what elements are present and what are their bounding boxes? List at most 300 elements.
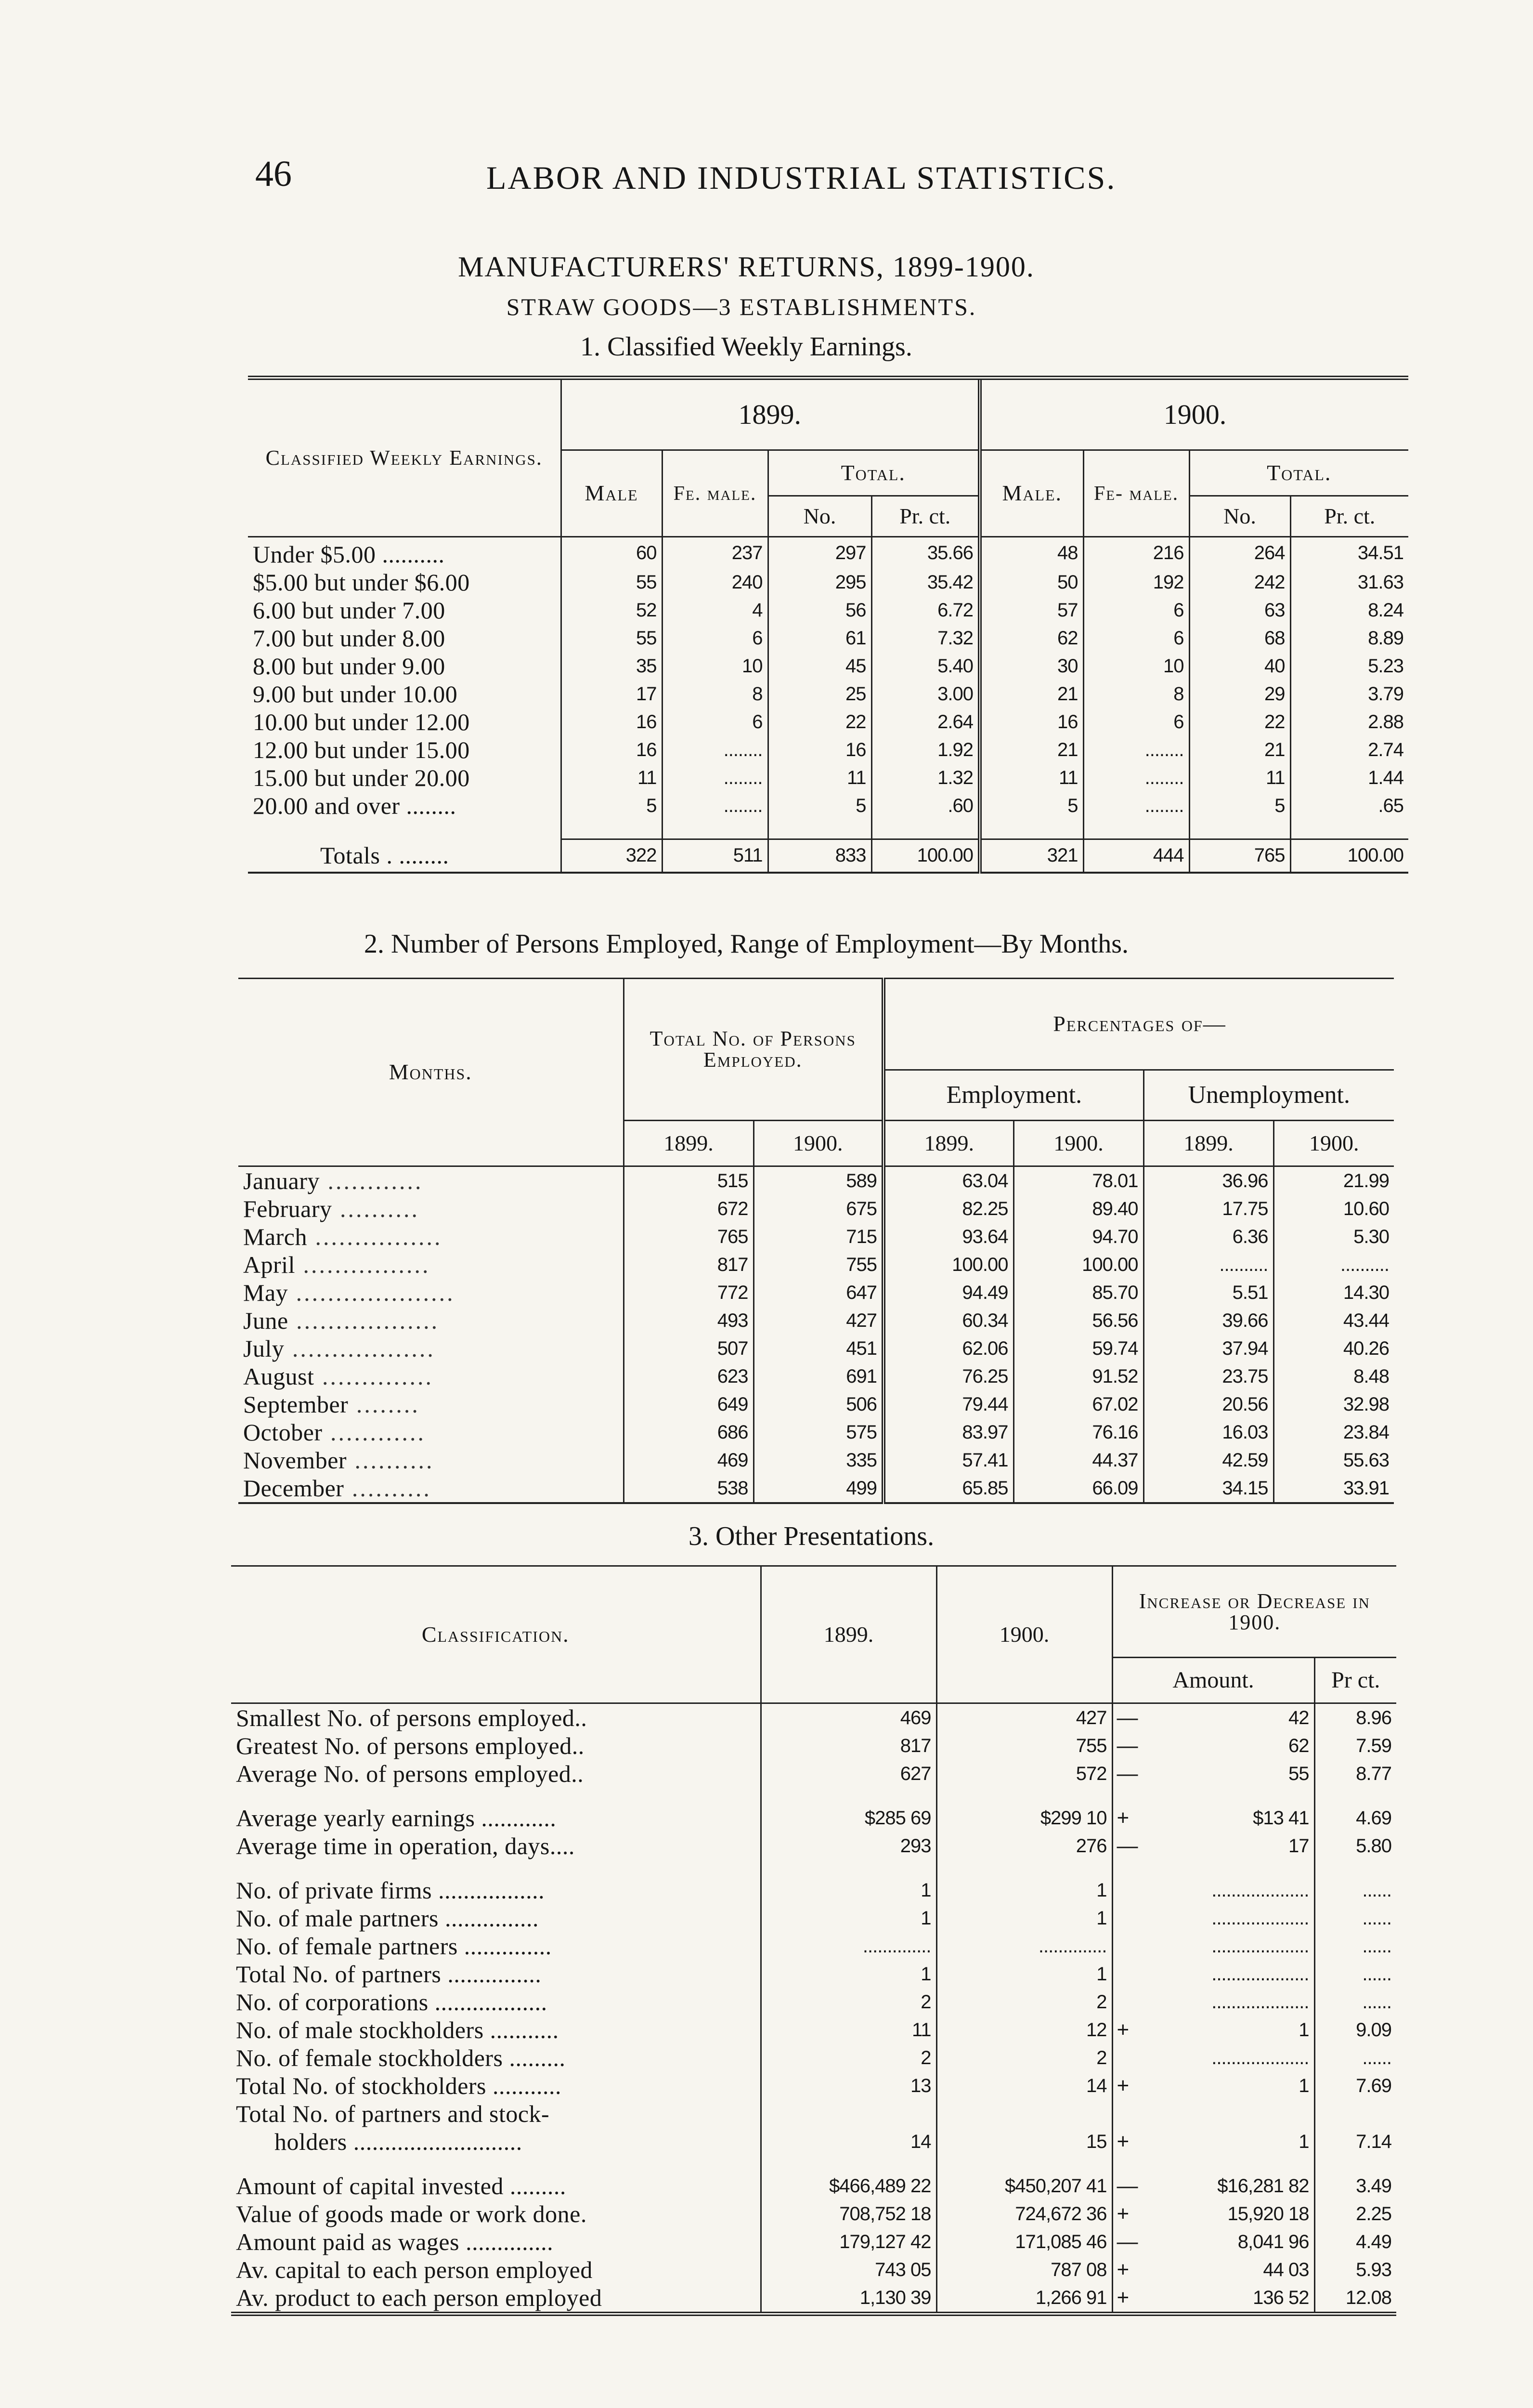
cell-1899: $285 69 <box>761 1804 936 1832</box>
cell-m99: 11 <box>561 764 662 792</box>
cell-p00: 5.23 <box>1290 652 1408 680</box>
col-male-1900: Male. <box>980 450 1083 537</box>
cell-n99: 11 <box>768 764 871 792</box>
table-row <box>231 2044 1396 2072</box>
total-m00: 321 <box>980 839 1083 873</box>
cell-e99: 62.06 <box>883 1335 1013 1362</box>
cell-1899: 1 <box>761 1876 936 1904</box>
cell-t99: 649 <box>624 1390 754 1418</box>
cell-e00: 89.40 <box>1013 1195 1143 1223</box>
cell-amount: 8,041 96 <box>1237 2231 1309 2252</box>
cell-prct: ...... <box>1314 1960 1396 1988</box>
cell-u00: .......... <box>1273 1251 1394 1279</box>
table-row <box>231 1760 1396 1788</box>
cell-prct: ...... <box>1314 2044 1396 2072</box>
earnings-class-label: 15.00 but under 20.00 <box>253 764 470 791</box>
cell-1900: $450,207 41 <box>936 2172 1112 2200</box>
cell-t00: 675 <box>754 1195 883 1223</box>
cell-prct: 2.25 <box>1314 2200 1396 2228</box>
cell-prct: 3.49 <box>1314 2172 1396 2200</box>
cell-prct: 7.14 <box>1314 2128 1396 2156</box>
earnings-class-label: 9.00 but under 10.00 <box>253 681 458 707</box>
classification-label: Smallest No. of persons employed.. <box>236 1704 587 1731</box>
cell-amount: 1 <box>1299 2019 1309 2041</box>
cell-1900: 15 <box>936 2128 1112 2156</box>
table-row <box>238 1166 1394 1195</box>
cell-prct: 8.77 <box>1314 1760 1396 1788</box>
table-row <box>248 568 1408 596</box>
cell-amount: 1 <box>1299 2131 1309 2152</box>
cell-prct: 4.49 <box>1314 2228 1396 2256</box>
cell-prct: 12.08 <box>1314 2284 1396 2314</box>
cell-1900: 1,266 91 <box>936 2284 1112 2314</box>
cell-t99: 493 <box>624 1307 754 1335</box>
month-label: July .................. <box>243 1335 435 1362</box>
cell-p99: 3.00 <box>871 680 980 708</box>
cell-u99: 36.96 <box>1143 1166 1273 1195</box>
cell-t00: 335 <box>754 1446 883 1474</box>
table-row <box>231 1703 1396 1732</box>
other-presentations-table <box>231 1565 1396 2316</box>
cell-sign: + <box>1112 1804 1141 1832</box>
cell-amount: .................... <box>1211 1963 1309 1985</box>
cell-e99: 65.85 <box>883 1474 1013 1503</box>
cell-t99: 469 <box>624 1446 754 1474</box>
table-row <box>248 792 1408 820</box>
cell-f00: ........ <box>1083 792 1189 820</box>
cell-1900: .............. <box>936 1932 1112 1960</box>
classification-label: No. of female stockholders ......... <box>236 2044 566 2071</box>
month-label: January ............ <box>243 1167 423 1194</box>
cell-e99: 60.34 <box>883 1307 1013 1335</box>
cell-prct: 4.69 <box>1314 1804 1396 1832</box>
running-head: LABOR AND INDUSTRIAL STATISTICS. <box>486 159 1117 196</box>
cell-amount: .................... <box>1211 1991 1309 2013</box>
cell-p99: 2.64 <box>871 708 980 736</box>
cell-e99: 94.49 <box>883 1279 1013 1307</box>
total-n99: 833 <box>768 839 871 873</box>
cell-t00: 427 <box>754 1307 883 1335</box>
cell-e00: 78.01 <box>1013 1166 1143 1195</box>
cell-1899: 2 <box>761 2044 936 2072</box>
cell-f00: 10 <box>1083 652 1189 680</box>
month-label: November .......... <box>243 1447 434 1474</box>
cell-1899: 469 <box>761 1703 936 1732</box>
cell-n00: 5 <box>1189 792 1290 820</box>
cell-1899: 1 <box>761 1960 936 1988</box>
cell-sign: + <box>1112 2128 1141 2156</box>
cell-1899: 743 05 <box>761 2256 936 2284</box>
cell-prct: ...... <box>1314 1932 1396 1960</box>
cell-1900 <box>936 2100 1112 2128</box>
cell-f00: ........ <box>1083 764 1189 792</box>
cell-prct: 5.93 <box>1314 2256 1396 2284</box>
cell-t99: 507 <box>624 1335 754 1362</box>
table-row <box>248 596 1408 624</box>
cell-1900: 2 <box>936 2044 1112 2072</box>
col-total-1900: 1900. <box>754 1121 883 1166</box>
cell-n99: 61 <box>768 624 871 652</box>
cell-sign <box>1112 1960 1141 1988</box>
month-name: August <box>243 1363 314 1390</box>
cell-sign: + <box>1112 2072 1141 2100</box>
table-row <box>231 2016 1396 2044</box>
cell-n00: 40 <box>1189 652 1290 680</box>
cell-amount: $13 41 <box>1253 1807 1309 1829</box>
cell-t00: 575 <box>754 1418 883 1446</box>
month-label: February .......... <box>243 1195 419 1222</box>
cell-p00: 8.89 <box>1290 624 1408 652</box>
cell-1899: 14 <box>761 2128 936 2156</box>
cell-e99: 57.41 <box>883 1446 1013 1474</box>
col-1900: 1900. <box>936 1566 1112 1703</box>
cell-e00: 59.74 <box>1013 1335 1143 1362</box>
cell-amount: .................... <box>1211 1935 1309 1957</box>
cell-sign: + <box>1112 2016 1141 2044</box>
cell-e00: 44.37 <box>1013 1446 1143 1474</box>
cell-sign <box>1112 1876 1141 1904</box>
cell-1899: $466,489 22 <box>761 2172 936 2200</box>
month-label: June .................. <box>243 1307 440 1334</box>
cell-t99: 817 <box>624 1251 754 1279</box>
cell-m99: 60 <box>561 537 662 569</box>
cell-f00: 8 <box>1083 680 1189 708</box>
cell-u99: 39.66 <box>1143 1307 1273 1335</box>
month-label: May .................... <box>243 1279 455 1306</box>
table-row <box>238 1195 1394 1223</box>
cell-u00: 10.60 <box>1273 1195 1394 1223</box>
cell-p00: .65 <box>1290 792 1408 820</box>
col-prct-1899: Pr. ct. <box>871 496 980 537</box>
cell-amount: 136 52 <box>1253 2287 1309 2308</box>
table1-title: 1. Classified Weekly Earnings. <box>580 332 912 362</box>
earnings-class-label: 8.00 but under 9.00 <box>253 653 445 680</box>
classification-label: Average yearly earnings ............ <box>236 1805 557 1832</box>
cell-amount: 42 <box>1288 1707 1309 1728</box>
col-no-1900: No. <box>1189 496 1290 537</box>
cell-1899: 293 <box>761 1832 936 1860</box>
cell-t00: 715 <box>754 1223 883 1251</box>
table-row <box>248 624 1408 652</box>
earnings-class-label: $5.00 but under $6.00 <box>253 569 470 596</box>
cell-m00: 30 <box>980 652 1083 680</box>
month-name: March <box>243 1223 307 1250</box>
classification-label: Average time in operation, days.... <box>236 1832 575 1859</box>
classification-label: Total No. of partners and stock- <box>236 2100 550 2127</box>
classification-label: Greatest No. of persons employed.. <box>236 1732 585 1759</box>
col-amount: Amount. <box>1112 1658 1314 1703</box>
cell-t00: 451 <box>754 1335 883 1362</box>
cell-prct: 8.96 <box>1314 1703 1396 1732</box>
cell-1899 <box>761 2100 936 2128</box>
total-p00: 100.00 <box>1290 839 1408 873</box>
cell-1899: 627 <box>761 1760 936 1788</box>
cell-u00: 43.44 <box>1273 1307 1394 1335</box>
cell-prct: ...... <box>1314 1904 1396 1932</box>
cell-f99: 237 <box>662 537 768 569</box>
cell-p00: 31.63 <box>1290 568 1408 596</box>
table-row <box>238 1418 1394 1446</box>
table-row <box>238 1251 1394 1279</box>
total-m99: 322 <box>561 839 662 873</box>
cell-f00: ........ <box>1083 736 1189 764</box>
cell-n00: 68 <box>1189 624 1290 652</box>
cell-n99: 5 <box>768 792 871 820</box>
table-row <box>231 1988 1396 2016</box>
cell-1899: 1 <box>761 1904 936 1932</box>
table-row <box>231 2200 1396 2228</box>
col-prct-1900: Pr. ct. <box>1290 496 1408 537</box>
cell-1899: 11 <box>761 2016 936 2044</box>
cell-t99: 772 <box>624 1279 754 1307</box>
classification-label: holders ........................... <box>274 2128 522 2155</box>
month-label: December .......... <box>243 1475 431 1502</box>
cell-f00: 6 <box>1083 596 1189 624</box>
classification-label: Amount paid as wages .............. <box>236 2228 554 2255</box>
table-row <box>231 2284 1396 2314</box>
cell-f99: 6 <box>662 708 768 736</box>
col-unemployment: Unemployment. <box>1143 1070 1394 1121</box>
col-unemployment-1900: 1900. <box>1273 1121 1394 1166</box>
cell-p00: 2.88 <box>1290 708 1408 736</box>
col-total-1900: Total. <box>1189 450 1408 496</box>
classification-label: No. of male stockholders ........... <box>236 2016 559 2043</box>
table-row <box>231 1832 1396 1860</box>
cell-amount: 15,920 18 <box>1227 2203 1309 2225</box>
table-row <box>231 2256 1396 2284</box>
classification-label: No. of corporations .................. <box>236 1989 547 2015</box>
table-row <box>231 2172 1396 2200</box>
cell-f00: 216 <box>1083 537 1189 569</box>
cell-e99: 82.25 <box>883 1195 1013 1223</box>
table-row <box>238 1307 1394 1335</box>
cell-f99: ........ <box>662 792 768 820</box>
cell-p99: 6.72 <box>871 596 980 624</box>
cell-u99: 42.59 <box>1143 1446 1273 1474</box>
cell-e00: 76.16 <box>1013 1418 1143 1446</box>
cell-n99: 16 <box>768 736 871 764</box>
page-number: 46 <box>255 154 292 194</box>
col-employment-1899: 1899. <box>883 1121 1013 1166</box>
total-f00: 444 <box>1083 839 1189 873</box>
cell-sign <box>1112 1988 1141 2016</box>
classification-label: No. of female partners .............. <box>236 1933 552 1960</box>
cell-f99: 8 <box>662 680 768 708</box>
table-row <box>231 2100 1396 2128</box>
cell-p99: 5.40 <box>871 652 980 680</box>
total-f99: 511 <box>662 839 768 873</box>
classified-weekly-earnings-table <box>248 376 1408 874</box>
cell-m00: 21 <box>980 680 1083 708</box>
cell-f99: 10 <box>662 652 768 680</box>
cell-1900: 2 <box>936 1988 1112 2016</box>
cell-m00: 16 <box>980 708 1083 736</box>
cell-m00: 57 <box>980 596 1083 624</box>
col-employment-1900: 1900. <box>1013 1121 1143 1166</box>
cell-1899: 2 <box>761 1988 936 2016</box>
table-row <box>231 1876 1396 1904</box>
cell-p00: 1.44 <box>1290 764 1408 792</box>
cell-u99: 17.75 <box>1143 1195 1273 1223</box>
cell-1900: 171,085 46 <box>936 2228 1112 2256</box>
cell-f00: 6 <box>1083 708 1189 736</box>
cell-e00: 91.52 <box>1013 1362 1143 1390</box>
table-row <box>231 1804 1396 1832</box>
cell-u99: 20.56 <box>1143 1390 1273 1418</box>
col-male-1899: Male <box>561 450 662 537</box>
table-row <box>238 1362 1394 1390</box>
cell-sign: — <box>1112 1732 1141 1760</box>
month-name: April <box>243 1251 296 1278</box>
table-row <box>231 1960 1396 1988</box>
cell-f00: 192 <box>1083 568 1189 596</box>
cell-1900: 724,672 36 <box>936 2200 1112 2228</box>
table-row <box>238 1390 1394 1418</box>
cell-t00: 755 <box>754 1251 883 1279</box>
cell-t00: 499 <box>754 1474 883 1503</box>
classification-label: Total No. of partners ............... <box>236 1961 542 1988</box>
cell-e00: 56.56 <box>1013 1307 1143 1335</box>
table-row <box>248 736 1408 764</box>
cell-n99: 22 <box>768 708 871 736</box>
cell-m99: 55 <box>561 624 662 652</box>
cell-m99: 16 <box>561 736 662 764</box>
totals-row <box>248 839 1408 873</box>
col-1899: 1899. <box>761 1566 936 1703</box>
totals-label: Totals . ........ <box>320 842 449 869</box>
cell-1899: 179,127 42 <box>761 2228 936 2256</box>
cell-m99: 52 <box>561 596 662 624</box>
col-prct: Pr ct. <box>1314 1658 1396 1703</box>
cell-e99: 83.97 <box>883 1418 1013 1446</box>
cell-sign <box>1112 2100 1141 2128</box>
cell-u00: 5.30 <box>1273 1223 1394 1251</box>
earnings-class-label: 12.00 but under 15.00 <box>253 736 470 763</box>
col-percentages-of: Percentages of— <box>883 979 1394 1070</box>
cell-p99: 1.32 <box>871 764 980 792</box>
month-label: October ............ <box>243 1419 426 1446</box>
cell-t99: 672 <box>624 1195 754 1223</box>
month-label: September ........ <box>243 1391 420 1418</box>
cell-m00: 48 <box>980 537 1083 569</box>
cell-p00: 8.24 <box>1290 596 1408 624</box>
cell-1900: 1 <box>936 1904 1112 1932</box>
classification-label: Value of goods made or work done. <box>236 2200 587 2227</box>
earnings-class-label: 10.00 but under 12.00 <box>253 708 470 735</box>
cell-t99: 515 <box>624 1166 754 1195</box>
cell-1899: 708,752 18 <box>761 2200 936 2228</box>
cell-m00: 11 <box>980 764 1083 792</box>
cell-e99: 63.04 <box>883 1166 1013 1195</box>
cell-n00: 63 <box>1189 596 1290 624</box>
col-group-1899: 1899. <box>561 378 980 450</box>
table-row <box>248 680 1408 708</box>
cell-m00: 21 <box>980 736 1083 764</box>
cell-prct: 7.59 <box>1314 1732 1396 1760</box>
table-row <box>231 2128 1396 2156</box>
cell-1899: 13 <box>761 2072 936 2100</box>
cell-u99: 6.36 <box>1143 1223 1273 1251</box>
month-name: May <box>243 1279 288 1306</box>
cell-e00: 66.09 <box>1013 1474 1143 1503</box>
cell-amount: .................... <box>1211 1907 1309 1929</box>
cell-amount: 44 03 <box>1263 2259 1309 2280</box>
cell-1900: 1 <box>936 1960 1112 1988</box>
cell-f99: 240 <box>662 568 768 596</box>
cell-p00: 2.74 <box>1290 736 1408 764</box>
cell-e00: 67.02 <box>1013 1390 1143 1418</box>
month-name: December <box>243 1475 344 1502</box>
month-name: November <box>243 1447 347 1474</box>
cell-t99: 686 <box>624 1418 754 1446</box>
cell-n00: 242 <box>1189 568 1290 596</box>
cell-u99: 23.75 <box>1143 1362 1273 1390</box>
cell-1900: 755 <box>936 1732 1112 1760</box>
cell-sign: — <box>1112 2172 1141 2200</box>
cell-n99: 45 <box>768 652 871 680</box>
cell-m00: 5 <box>980 792 1083 820</box>
cell-t00: 647 <box>754 1279 883 1307</box>
cell-p99: 1.92 <box>871 736 980 764</box>
cell-e99: 93.64 <box>883 1223 1013 1251</box>
cell-u00: 33.91 <box>1273 1474 1394 1503</box>
cell-u00: 8.48 <box>1273 1362 1394 1390</box>
earnings-class-label: 6.00 but under 7.00 <box>253 597 445 624</box>
cell-m00: 50 <box>980 568 1083 596</box>
col-employment: Employment. <box>883 1070 1143 1121</box>
cell-u99: .......... <box>1143 1251 1273 1279</box>
cell-m99: 17 <box>561 680 662 708</box>
classification-label: Av. capital to each person employed <box>236 2256 593 2283</box>
cell-amount: 17 <box>1288 1835 1309 1857</box>
table-row <box>231 1904 1396 1932</box>
cell-e99: 76.25 <box>883 1362 1013 1390</box>
table-row <box>231 2228 1396 2256</box>
cell-1900: $299 10 <box>936 1804 1112 1832</box>
classification-label: Total No. of stockholders ........... <box>236 2072 562 2099</box>
cell-sign <box>1112 2044 1141 2072</box>
cell-t00: 691 <box>754 1362 883 1390</box>
cell-prct: 5.80 <box>1314 1832 1396 1860</box>
cell-prct: ...... <box>1314 1876 1396 1904</box>
classification-label: Av. product to each person employed <box>236 2284 602 2311</box>
earnings-class-label: 20.00 and over ........ <box>253 792 456 819</box>
classification-label: No. of private firms ................. <box>236 1877 545 1904</box>
col-total-1899: 1899. <box>624 1121 754 1166</box>
cell-f99: ........ <box>662 736 768 764</box>
cell-1900: 276 <box>936 1832 1112 1860</box>
cell-n99: 25 <box>768 680 871 708</box>
cell-n00: 29 <box>1189 680 1290 708</box>
cell-sign: — <box>1112 2228 1141 2256</box>
cell-sign: + <box>1112 2256 1141 2284</box>
cell-amount: 1 <box>1299 2075 1309 2096</box>
col-increase-decrease: Increase or Decrease in 1900. <box>1112 1566 1396 1658</box>
cell-m99: 16 <box>561 708 662 736</box>
cell-u99: 5.51 <box>1143 1279 1273 1307</box>
cell-prct: ...... <box>1314 1988 1396 2016</box>
cell-amount: $16,281 82 <box>1217 2175 1309 2197</box>
cell-u00: 14.30 <box>1273 1279 1394 1307</box>
table2-title: 2. Number of Persons Employed, Range of Employment—By Months. <box>364 929 1129 959</box>
cell-1899: 1,130 39 <box>761 2284 936 2314</box>
cell-amount <box>1141 2100 1314 2128</box>
col-no-1899: No. <box>768 496 871 537</box>
cell-m99: 5 <box>561 792 662 820</box>
cell-e99: 100.00 <box>883 1251 1013 1279</box>
month-label: August .............. <box>243 1363 433 1390</box>
month-label: April ................ <box>243 1251 430 1278</box>
